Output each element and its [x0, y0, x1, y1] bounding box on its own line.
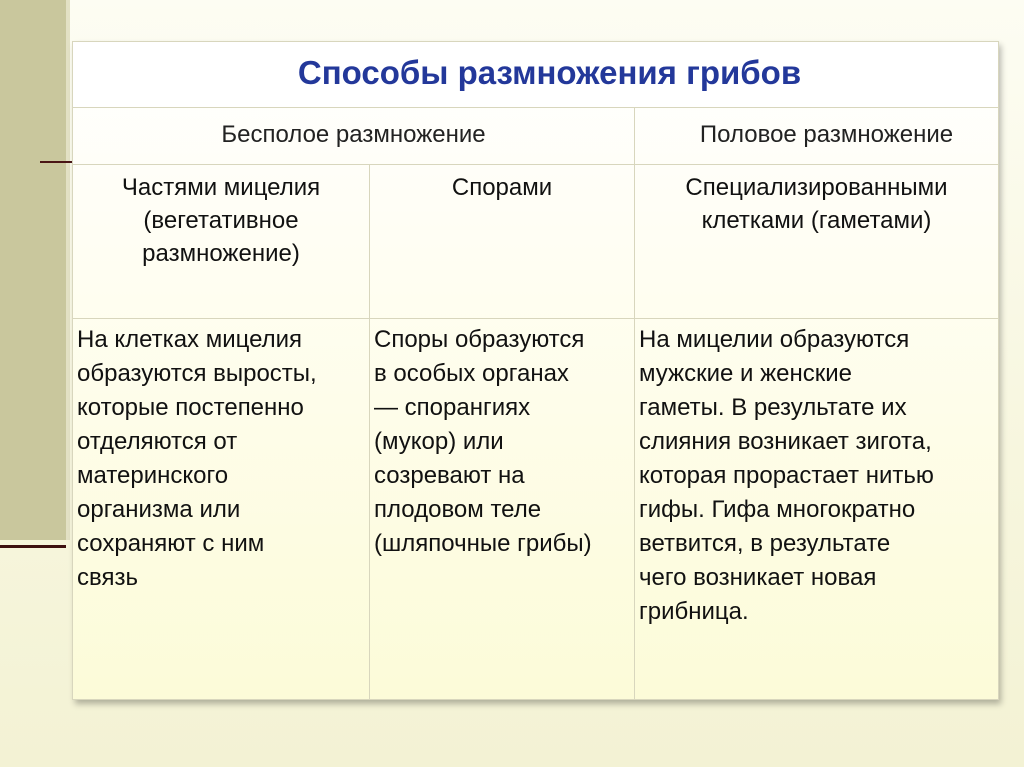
- reproduction-table: [72, 41, 998, 700]
- method-header-row: [73, 165, 999, 319]
- section-sexual: Половое размножение: [635, 108, 999, 165]
- description-gametes: На мицелии образуются мужские и женские гаметы. В результате их слияния возникает зигота, которая прорастает нитью гифы. Гифа многократно ветвится, в результате чего возникает новая грибница.: [635, 319, 999, 700]
- decorative-rule-bottom: [0, 545, 66, 548]
- method-header-mycelium: Частями мицелия (вегетативное размножение): [73, 165, 370, 319]
- method-header-gametes: Специализированными клетками (гаметами): [635, 165, 999, 319]
- description-row: [73, 319, 999, 700]
- side-decoration-shade: [66, 0, 70, 540]
- section-asexual: Бесполое размножение: [73, 108, 635, 165]
- section-row: [73, 108, 999, 165]
- side-decoration-bar: [0, 0, 66, 540]
- decorative-rule-top: [40, 161, 72, 163]
- method-header-spores: Спорами: [370, 165, 635, 319]
- page-title: Способы размножения грибов: [297, 53, 802, 91]
- reproduction-table-grid: [72, 41, 999, 700]
- table-title-cell: [73, 42, 999, 108]
- title-row: [73, 42, 999, 108]
- description-spores: Споры образуются в особых органах — спорангиях (мукор) или созревают на плодовом теле (шляпочные грибы): [370, 319, 635, 700]
- description-mycelium: На клетках мицелия образуются выросты, которые постепенно отделяются от материнского организма или сохраняют с ним связь: [73, 319, 370, 700]
